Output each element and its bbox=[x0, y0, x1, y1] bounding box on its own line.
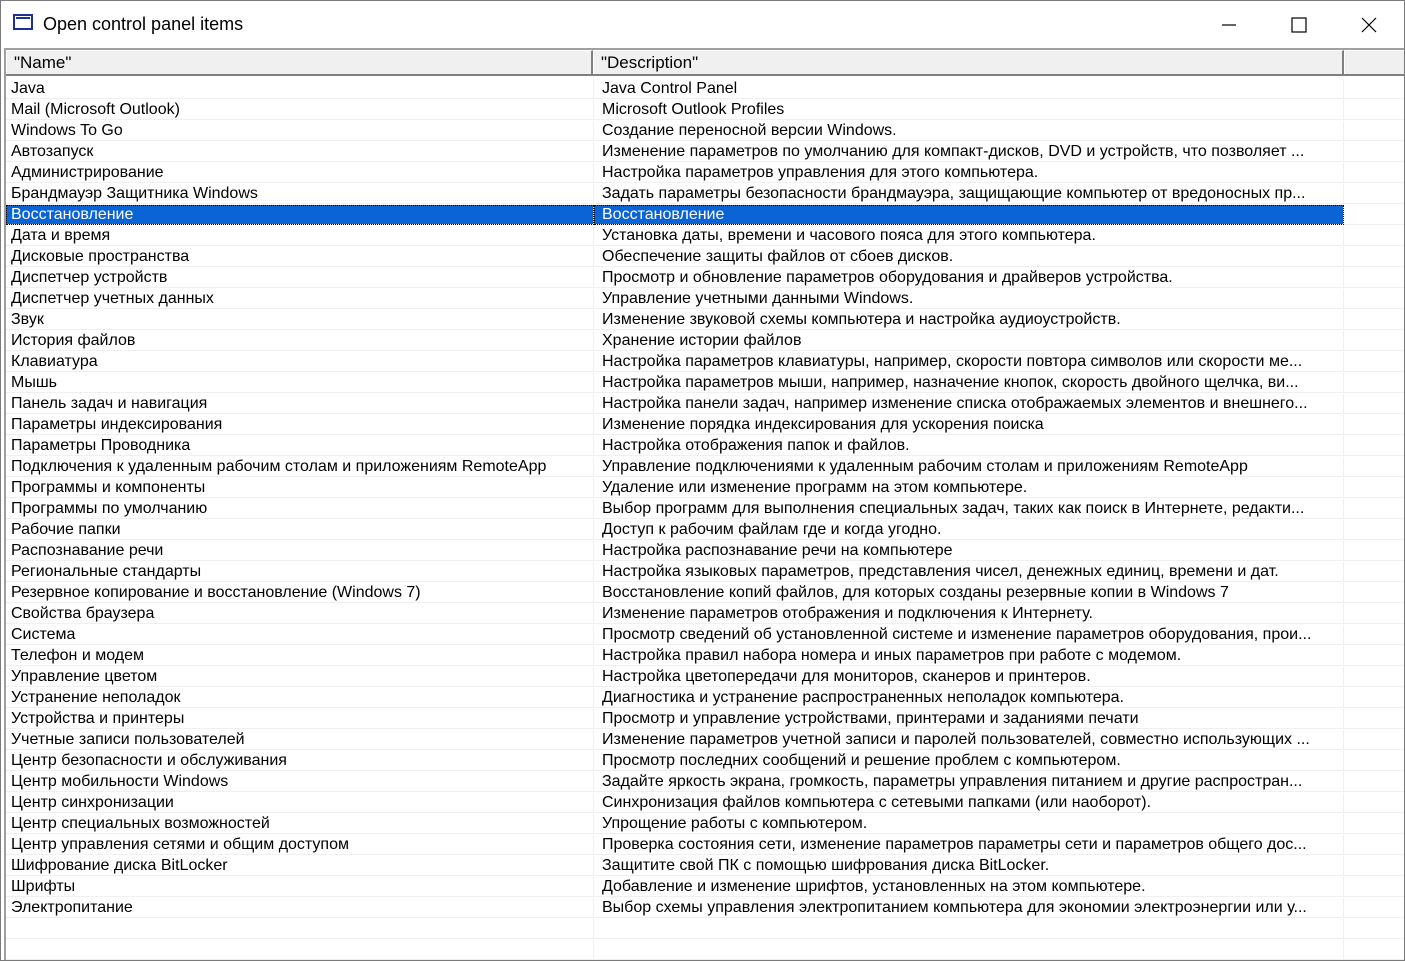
row-filler-cell bbox=[1344, 79, 1405, 99]
row-description-cell: Просмотр и управление устройствами, принтерами и заданиями печати bbox=[594, 709, 1344, 729]
row-name-cell: Электропитание bbox=[6, 898, 594, 918]
list-row[interactable] bbox=[6, 100, 1405, 121]
row-filler-cell bbox=[1344, 856, 1405, 876]
list-row[interactable] bbox=[6, 604, 1405, 625]
row-description-cell: Хранение истории файлов bbox=[594, 331, 1344, 351]
row-filler-cell bbox=[1344, 226, 1405, 246]
row-name-cell: Восстановление bbox=[6, 205, 594, 225]
row-description-cell: Настройка цветопередачи для мониторов, сканеров и принтеров. bbox=[594, 667, 1344, 687]
list-row[interactable] bbox=[6, 814, 1405, 835]
row-name-cell: Устройства и принтеры bbox=[6, 709, 594, 729]
close-button[interactable] bbox=[1334, 1, 1404, 48]
list-row[interactable] bbox=[6, 331, 1405, 352]
row-description-cell: Добавление и изменение шрифтов, установленных на этом компьютере. bbox=[594, 877, 1344, 897]
list-row[interactable] bbox=[6, 520, 1405, 541]
row-description-cell: Выбор схемы управления электропитанием компьютера для экономии электроэнергии или у... bbox=[594, 898, 1344, 918]
row-filler-cell bbox=[1344, 436, 1405, 456]
row-filler-cell bbox=[1344, 625, 1405, 645]
list-row[interactable] bbox=[6, 142, 1405, 163]
row-name-cell: Шрифты bbox=[6, 877, 594, 897]
row-description-cell: Диагностика и устранение распространенных неполадок компьютера. bbox=[594, 688, 1344, 708]
row-filler-cell bbox=[1344, 289, 1405, 309]
row-name-cell: Программы и компоненты bbox=[6, 478, 594, 498]
row-description-cell: Изменение параметров учетной записи и паролей пользователей, совместно использующих ... bbox=[594, 730, 1344, 750]
row-description-cell: Управление учетными данными Windows. bbox=[594, 289, 1344, 309]
row-description-cell: Настройка параметров управления для этого компьютера. bbox=[594, 163, 1344, 183]
row-filler-cell bbox=[1344, 583, 1405, 603]
row-name-cell: Автозапуск bbox=[6, 142, 594, 162]
row-description-cell: Восстановление bbox=[594, 205, 1344, 225]
list-row[interactable] bbox=[6, 352, 1405, 373]
maximize-button[interactable] bbox=[1264, 1, 1334, 48]
list-row[interactable] bbox=[6, 541, 1405, 562]
row-filler-cell bbox=[1344, 121, 1405, 141]
row-name-cell: Шифрование диска BitLocker bbox=[6, 856, 594, 876]
row-filler-cell bbox=[1344, 709, 1405, 729]
list-row[interactable] bbox=[6, 268, 1405, 289]
list-row[interactable] bbox=[6, 184, 1405, 205]
row-name-cell bbox=[6, 919, 594, 939]
title-bar[interactable] bbox=[1, 1, 1404, 48]
row-description-cell: Выбор программ для выполнения специальных задач, таких как поиск в Интернете, редакти... bbox=[594, 499, 1344, 519]
row-description-cell: Настройка панели задач, например изменение списка отображаемых элементов и внешнего... bbox=[594, 394, 1344, 414]
row-filler-cell bbox=[1344, 751, 1405, 771]
row-description-cell: Восстановление копий файлов, для которых созданы резервные копии в Windows 7 bbox=[594, 583, 1344, 603]
row-description-cell: Задать параметры безопасности брандмауэра, защищающие компьютер от вредоносных пр... bbox=[594, 184, 1344, 204]
row-filler-cell bbox=[1344, 793, 1405, 813]
row-filler-cell bbox=[1344, 415, 1405, 435]
row-description-cell: Настройка отображения папок и файлов. bbox=[594, 436, 1344, 456]
row-filler-cell bbox=[1344, 646, 1405, 666]
row-filler-cell bbox=[1344, 898, 1405, 918]
row-name-cell: Клавиатура bbox=[6, 352, 594, 372]
row-description-cell: Изменение звуковой схемы компьютера и настройка аудиоустройств. bbox=[594, 310, 1344, 330]
row-filler-cell bbox=[1344, 604, 1405, 624]
row-description-cell: Настройка параметров клавиатуры, например, скорости повтора символов или скорости ме... bbox=[594, 352, 1344, 372]
row-description-cell: Настройка параметров мыши, например, назначение кнопок, скорость двойного щелчка, ви... bbox=[594, 373, 1344, 393]
row-filler-cell bbox=[1344, 499, 1405, 519]
row-description-cell: Установка даты, времени и часового пояса для этого компьютера. bbox=[594, 226, 1344, 246]
row-description-cell bbox=[594, 940, 1344, 960]
row-description-cell: Синхронизация файлов компьютера с сетевыми папками (или наоборот). bbox=[594, 793, 1344, 813]
column-header-name[interactable]: "Name" bbox=[6, 50, 593, 74]
list-row[interactable] bbox=[6, 562, 1405, 583]
row-description-cell: Изменение порядка индексирования для ускорения поиска bbox=[594, 415, 1344, 435]
row-description-cell: Защитите свой ПК с помощью шифрования диска BitLocker. bbox=[594, 856, 1344, 876]
row-description-cell: Проверка состояния сети, изменение параметров параметры сети и параметров общего дос... bbox=[594, 835, 1344, 855]
row-name-cell: Звук bbox=[6, 310, 594, 330]
row-filler-cell bbox=[1344, 352, 1405, 372]
row-name-cell: Управление цветом bbox=[6, 667, 594, 687]
list-row[interactable] bbox=[6, 667, 1405, 688]
close-icon bbox=[1361, 17, 1377, 33]
minimize-button[interactable] bbox=[1194, 1, 1264, 48]
row-name-cell: Центр специальных возможностей bbox=[6, 814, 594, 834]
row-name-cell: Администрирование bbox=[6, 163, 594, 183]
row-filler-cell bbox=[1344, 877, 1405, 897]
list-row[interactable] bbox=[6, 163, 1405, 184]
row-description-cell: Просмотр и обновление параметров оборудования и драйверов устройства. bbox=[594, 268, 1344, 288]
row-name-cell: Параметры Проводника bbox=[6, 436, 594, 456]
list-row[interactable] bbox=[6, 205, 1405, 226]
row-description-cell: Просмотр последних сообщений и решение проблем с компьютером. bbox=[594, 751, 1344, 771]
row-name-cell: Подключения к удаленным рабочим столам и приложениям RemoteApp bbox=[6, 457, 594, 477]
empty-list-row bbox=[6, 919, 1405, 940]
row-name-cell: Брандмауэр Защитника Windows bbox=[6, 184, 594, 204]
list-row[interactable] bbox=[6, 247, 1405, 268]
row-filler-cell bbox=[1344, 667, 1405, 687]
row-description-cell: Java Control Panel bbox=[594, 79, 1344, 99]
row-name-cell: Устранение неполадок bbox=[6, 688, 594, 708]
row-description-cell: Управление подключениями к удаленным рабочим столам и приложениям RemoteApp bbox=[594, 457, 1344, 477]
row-filler-cell bbox=[1344, 478, 1405, 498]
row-description-cell: Изменение параметров по умолчанию для компакт-дисков, DVD и устройств, что позволяет ... bbox=[594, 142, 1344, 162]
column-header-filler bbox=[1344, 50, 1405, 74]
window-title: Open control panel items bbox=[43, 14, 244, 34]
row-name-cell: Центр синхронизации bbox=[6, 793, 594, 813]
row-filler-cell bbox=[1344, 688, 1405, 708]
maximize-icon bbox=[1291, 17, 1307, 33]
row-name-cell: Центр управления сетями и общим доступом bbox=[6, 835, 594, 855]
row-filler-cell bbox=[1344, 310, 1405, 330]
list-row[interactable] bbox=[6, 394, 1405, 415]
list-row[interactable] bbox=[6, 478, 1405, 499]
row-filler-cell bbox=[1344, 331, 1405, 351]
row-name-cell: Телефон и модем bbox=[6, 646, 594, 666]
list-row[interactable] bbox=[6, 457, 1405, 478]
row-description-cell: Microsoft Outlook Profiles bbox=[594, 100, 1344, 120]
row-filler-cell bbox=[1344, 100, 1405, 120]
list-row[interactable] bbox=[6, 226, 1405, 247]
row-filler-cell bbox=[1344, 184, 1405, 204]
row-name-cell: Учетные записи пользователей bbox=[6, 730, 594, 750]
row-name-cell: Mail (Microsoft Outlook) bbox=[6, 100, 594, 120]
row-name-cell: Дисковые пространства bbox=[6, 247, 594, 267]
row-filler-cell bbox=[1344, 268, 1405, 288]
row-filler-cell bbox=[1344, 520, 1405, 540]
row-description-cell: Доступ к рабочим файлам где и когда угодно. bbox=[594, 520, 1344, 540]
row-name-cell: Java bbox=[6, 79, 594, 99]
list-header bbox=[6, 50, 1405, 76]
row-name-cell: Система bbox=[6, 625, 594, 645]
row-name-cell: Центр безопасности и обслуживания bbox=[6, 751, 594, 771]
row-name-cell: История файлов bbox=[6, 331, 594, 351]
row-filler-cell bbox=[1344, 163, 1405, 183]
row-description-cell: Обеспечение защиты файлов от сбоев дисков. bbox=[594, 247, 1344, 267]
minimize-icon bbox=[1221, 17, 1237, 33]
list-row[interactable] bbox=[6, 730, 1405, 751]
row-description-cell: Настройка распознавание речи на компьютере bbox=[594, 541, 1344, 561]
list-row[interactable] bbox=[6, 499, 1405, 520]
list-row[interactable] bbox=[6, 772, 1405, 793]
list-row[interactable] bbox=[6, 793, 1405, 814]
list-row[interactable] bbox=[6, 709, 1405, 730]
column-header-description[interactable]: "Description" bbox=[593, 50, 1344, 74]
row-name-cell: Резервное копирование и восстановление (Windows 7) bbox=[6, 583, 594, 603]
list-row[interactable] bbox=[6, 835, 1405, 856]
row-filler-cell bbox=[1344, 541, 1405, 561]
empty-list-row bbox=[6, 940, 1405, 961]
list-row[interactable] bbox=[6, 79, 1405, 100]
list-row[interactable] bbox=[6, 751, 1405, 772]
row-name-cell: Рабочие папки bbox=[6, 520, 594, 540]
row-description-cell: Задайте яркость экрана, громкость, параметры управления питанием и другие распростран... bbox=[594, 772, 1344, 792]
row-filler-cell bbox=[1344, 205, 1405, 225]
row-name-cell: Параметры индексирования bbox=[6, 415, 594, 435]
row-filler-cell bbox=[1344, 772, 1405, 792]
row-filler-cell bbox=[1344, 919, 1405, 939]
row-description-cell: Настройка языковых параметров, представления чисел, денежных единиц, времени и дат. bbox=[594, 562, 1344, 582]
window-app-icon bbox=[13, 14, 33, 30]
row-filler-cell bbox=[1344, 457, 1405, 477]
row-filler-cell bbox=[1344, 373, 1405, 393]
row-filler-cell bbox=[1344, 142, 1405, 162]
row-description-cell: Упрощение работы с компьютером. bbox=[594, 814, 1344, 834]
row-filler-cell bbox=[1344, 247, 1405, 267]
row-filler-cell bbox=[1344, 730, 1405, 750]
list-row[interactable] bbox=[6, 898, 1405, 919]
row-description-cell: Изменение параметров отображения и подключения к Интернету. bbox=[594, 604, 1344, 624]
row-name-cell: Дата и время bbox=[6, 226, 594, 246]
row-name-cell: Центр мобильности Windows bbox=[6, 772, 594, 792]
items-list-view[interactable] bbox=[4, 48, 1405, 961]
row-name-cell: Программы по умолчанию bbox=[6, 499, 594, 519]
list-row[interactable] bbox=[6, 373, 1405, 394]
list-row[interactable] bbox=[6, 856, 1405, 877]
row-name-cell: Региональные стандарты bbox=[6, 562, 594, 582]
list-row[interactable] bbox=[6, 121, 1405, 142]
row-name-cell: Свойства браузера bbox=[6, 604, 594, 624]
row-description-cell bbox=[594, 919, 1344, 939]
row-name-cell: Диспетчер учетных данных bbox=[6, 289, 594, 309]
row-name-cell bbox=[6, 940, 594, 960]
row-filler-cell bbox=[1344, 835, 1405, 855]
row-filler-cell bbox=[1344, 940, 1405, 960]
row-description-cell: Просмотр сведений об установленной системе и изменение параметров оборудования, прои... bbox=[594, 625, 1344, 645]
list-row[interactable] bbox=[6, 583, 1405, 604]
row-filler-cell bbox=[1344, 814, 1405, 834]
list-row[interactable] bbox=[6, 688, 1405, 709]
list-row[interactable] bbox=[6, 625, 1405, 646]
row-name-cell: Панель задач и навигация bbox=[6, 394, 594, 414]
row-name-cell: Распознавание речи bbox=[6, 541, 594, 561]
row-name-cell: Диспетчер устройств bbox=[6, 268, 594, 288]
list-row[interactable] bbox=[6, 436, 1405, 457]
list-row[interactable] bbox=[6, 877, 1405, 898]
list-row[interactable] bbox=[6, 289, 1405, 310]
row-description-cell: Создание переносной версии Windows. bbox=[594, 121, 1344, 141]
row-filler-cell bbox=[1344, 394, 1405, 414]
row-name-cell: Windows To Go bbox=[6, 121, 594, 141]
list-row[interactable] bbox=[6, 310, 1405, 331]
row-filler-cell bbox=[1344, 562, 1405, 582]
row-description-cell: Удаление или изменение программ на этом компьютере. bbox=[594, 478, 1344, 498]
row-description-cell: Настройка правил набора номера и иных параметров при работе с модемом. bbox=[594, 646, 1344, 666]
list-row[interactable] bbox=[6, 415, 1405, 436]
list-row[interactable] bbox=[6, 646, 1405, 667]
row-name-cell: Мышь bbox=[6, 373, 594, 393]
